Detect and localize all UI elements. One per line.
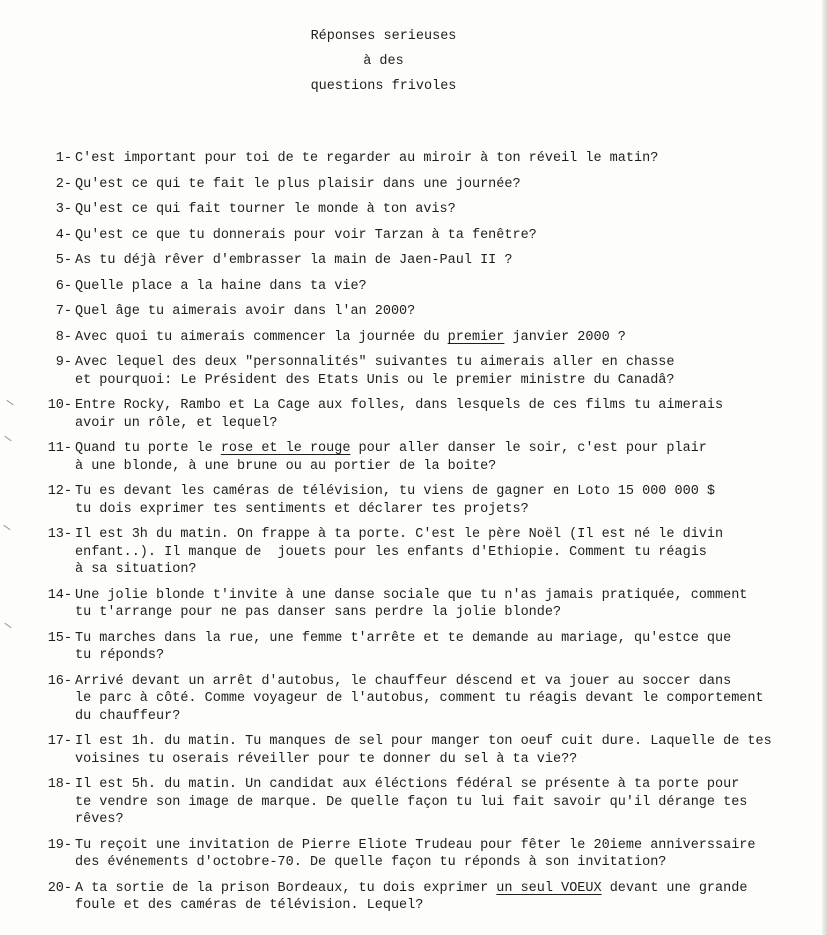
title-line-2: à des	[363, 54, 404, 69]
question-line	[75, 329, 818, 347]
question-line: te vendre son image de marque. De quelle façon tu lui fait savoir qu'il dérange tes	[75, 794, 748, 810]
question-text	[75, 252, 818, 270]
question-number: 16-	[47, 673, 72, 689]
question-number: 2-	[55, 176, 72, 192]
question-item	[28, 354, 818, 389]
question-number: 18-	[47, 777, 72, 792]
question-item	[28, 880, 818, 915]
question-line: Avec lequel des deux "personnalités" suivantes tu aimerais aller en chasse	[75, 355, 675, 370]
question-text	[75, 483, 818, 518]
question-number: 1-	[55, 151, 72, 166]
question-fragment: janvier 2000 ?	[504, 329, 626, 345]
question-number: 3-	[55, 202, 72, 217]
question-line: à sa situation?	[75, 562, 197, 577]
question-text	[75, 880, 818, 915]
question-list	[28, 150, 818, 923]
question-text	[75, 733, 818, 768]
question-number: 9-	[55, 355, 72, 370]
question-text	[75, 440, 818, 475]
question-line: à une blonde, à une brune ou au portier de la boite?	[75, 458, 497, 474]
question-line: Quel âge tu aimerais avoir dans l'an 2000?	[75, 304, 416, 319]
question-text	[75, 776, 818, 829]
question-number: 11-	[47, 441, 72, 456]
question-number: 12-	[47, 484, 72, 499]
question-line: Tu reçoit une invitation de Pierre Eliote Trudeau pour fêter le 20ieme anniverssaire	[75, 837, 756, 853]
question-line: Quelle place a la haine dans ta vie?	[75, 278, 367, 294]
question-line: As tu déjà rêver d'embrasser la main de Jaen-Paul II ?	[75, 253, 513, 268]
question-item	[28, 440, 818, 475]
question-item	[28, 630, 818, 665]
question-line: Tu es devant les caméras de télévision, tu viens de gagner en Loto 15 000 000 $	[75, 484, 716, 499]
underlined-phrase: premier	[447, 329, 505, 345]
question-fragment: Avec quoi tu aimerais commencer la journée du	[75, 329, 448, 345]
question-item	[28, 837, 818, 872]
question-text	[75, 150, 818, 168]
question-number: 5-	[55, 253, 72, 268]
question-text	[75, 837, 818, 872]
question-number: 15-	[47, 630, 72, 646]
question-item	[28, 227, 818, 245]
question-item	[28, 176, 818, 194]
question-item	[28, 150, 818, 168]
question-line: C'est important pour toi de te regarder au miroir à ton réveil le matin?	[75, 151, 659, 166]
question-item	[28, 201, 818, 219]
margin-mark	[4, 436, 11, 441]
margin-mark	[3, 525, 10, 530]
question-number: 4-	[55, 227, 72, 243]
question-fragment: Quand tu porte le	[75, 441, 221, 456]
question-line: voisines tu oserais réveiller pour te donner du sel à ta vie??	[75, 751, 578, 767]
underlined-phrase: un seul VOEUX	[496, 880, 602, 896]
question-number: 6-	[55, 278, 72, 294]
question-line: tu dois exprimer tes sentiments et déclarer tes projets?	[75, 501, 529, 517]
margin-mark	[6, 400, 13, 405]
question-text	[75, 673, 818, 726]
question-line: Il est 5h. du matin. Un candidat aux éléctions fédéral se présente à ta porte pour	[75, 777, 740, 792]
question-text	[75, 201, 818, 219]
question-text	[75, 397, 818, 432]
title-line-3: questions frivoles	[310, 79, 457, 94]
question-line: Il est 1h. du matin. Tu manques de sel pour manger ton oeuf cuit dure. Laquelle de tes	[75, 734, 772, 749]
question-item	[28, 252, 818, 270]
question-text	[75, 176, 818, 194]
question-item	[28, 776, 818, 829]
question-number: 8-	[55, 329, 72, 345]
question-item	[28, 733, 818, 768]
question-text	[75, 354, 818, 389]
question-text	[75, 278, 818, 296]
question-line: Qu'est ce que tu donnerais pour voir Tarzan à ta fenêtre?	[75, 227, 537, 243]
question-number: 14-	[47, 587, 72, 603]
question-item	[28, 329, 818, 347]
underlined-phrase: rose et le rouge	[220, 441, 351, 456]
question-line: du chauffeur?	[75, 708, 181, 724]
question-fragment: devant une grande	[601, 880, 748, 896]
question-fragment: A ta sortie de la prison Bordeaux, tu dois exprimer	[75, 880, 497, 896]
question-line: enfant..). Il manque de jouets pour les enfants d'Ethiopie. Comment tu réagis	[75, 544, 707, 560]
question-line: des événements d'octobre-70. De quelle façon tu réponds à son invitation?	[75, 855, 667, 870]
question-line: Tu marches dans la rue, une femme t'arrête et te demande au mariage, qu'estce que	[75, 630, 732, 646]
question-line: Arrivé devant un arrêt d'autobus, le chauffeur déscend et va jouer au soccer dans	[75, 673, 732, 689]
question-text	[75, 329, 818, 347]
question-number: 7-	[55, 304, 72, 319]
question-item	[28, 526, 818, 579]
question-number: 19-	[47, 837, 72, 853]
question-line: foule et des caméras de télévision. Lequel?	[75, 898, 424, 913]
page-edge-shadow	[822, 0, 827, 935]
question-fragment: pour aller danser le soir, c'est pour plair	[350, 441, 707, 456]
question-item	[28, 303, 818, 321]
question-line	[75, 880, 818, 898]
question-number: 10-	[47, 398, 72, 413]
question-item	[28, 483, 818, 518]
question-text	[75, 227, 818, 245]
question-line: Qu'est ce qui fait tourner le monde à ton avis?	[75, 202, 456, 217]
question-item	[28, 673, 818, 726]
question-line: Entre Rocky, Rambo et La Cage aux folles, dans lesquels de ces films tu aimerais	[75, 398, 724, 413]
question-line: et pourquoi: Le Président des Etats Unis ou le premier ministre du Canadâ?	[75, 372, 675, 388]
question-text	[75, 303, 818, 321]
question-item	[28, 397, 818, 432]
question-item	[28, 587, 818, 622]
question-line: avoir un rôle, et lequel?	[75, 415, 278, 431]
margin-mark	[4, 623, 11, 628]
document-title	[0, 24, 767, 99]
question-text	[75, 587, 818, 622]
question-line: tu réponds?	[75, 648, 165, 663]
question-item	[28, 278, 818, 296]
question-line: Qu'est ce qui te fait le plus plaisir dans une journée?	[75, 176, 521, 192]
title-line-1: Réponses serieuses	[310, 29, 457, 44]
question-number: 17-	[47, 734, 72, 749]
question-text	[75, 526, 818, 579]
question-line: le parc à côté. Comme voyageur de l'autobus, comment tu réagis devant le comportement	[75, 691, 764, 706]
question-line: tu t'arrange pour ne pas danser sans perdre la jolie blonde?	[75, 605, 562, 620]
question-number: 20-	[47, 880, 72, 896]
question-text	[75, 630, 818, 665]
question-line	[75, 440, 818, 458]
question-line: Il est 3h du matin. On frappe à ta porte. C'est le père Noël (Il est né le divin	[75, 527, 724, 542]
question-line: rêves?	[75, 812, 124, 827]
question-number: 13-	[47, 527, 72, 542]
question-line: Une jolie blonde t'invite à une danse sociale que tu n'as jamais pratiquée, comment	[75, 587, 748, 603]
